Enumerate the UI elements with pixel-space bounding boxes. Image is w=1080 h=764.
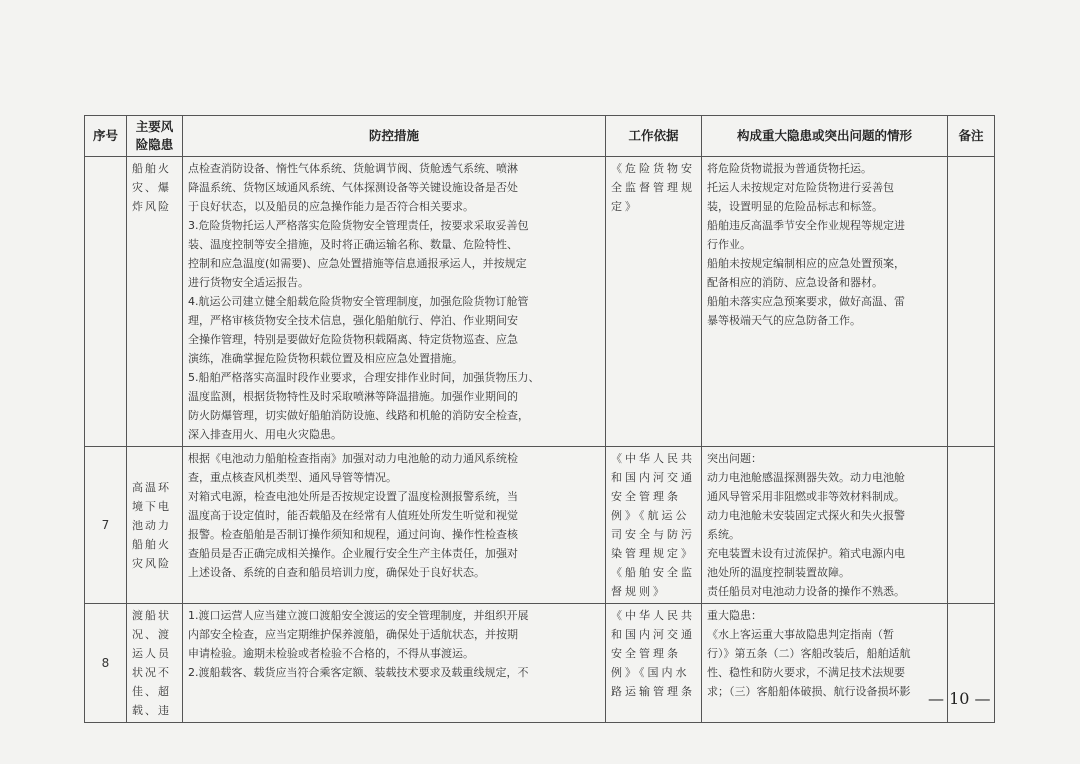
risk-cell <box>127 604 183 723</box>
measure-line: 3.危险货物托运人严格落实危险货物安全管理责任，按要求采取妥善包 <box>188 219 529 232</box>
measure-line: 对箱式电源，检查电池处所是否按规定设置了温度检测报警系统，当 <box>188 490 518 503</box>
hazard-table <box>84 115 995 723</box>
measure-line: 演练，准确掌握危险货物积载位置及相应应急处置措施。 <box>188 352 463 365</box>
case-line: 托运人未按规定对危险货物进行妥善包 <box>707 181 894 194</box>
basis-cell <box>606 447 702 604</box>
row-number: 8 <box>85 604 127 723</box>
measure-line: 4.航运公司建立健全船载危险货物安全管理制度，加强危险货物订舱管 <box>188 295 529 308</box>
cases-cell <box>702 447 948 604</box>
remark-cell <box>948 447 995 604</box>
table-row <box>85 447 995 604</box>
table-row <box>85 604 995 723</box>
risk-cell <box>127 447 183 604</box>
table-row <box>85 157 995 447</box>
case-line: 装，设置明显的危险品标志和标签。 <box>707 200 883 213</box>
measures-cell <box>183 447 606 604</box>
header-cases: 构成重大隐患或突出问题的情形 <box>702 116 948 157</box>
measure-line: 报警。检查船舶是否制订操作须知和规程，通过问询、操作性检查核 <box>188 528 518 541</box>
measure-line: 理，严格审核货物安全技术信息，强化船舶航行、停泊、作业期间安 <box>188 314 518 327</box>
measures-cell <box>183 604 606 723</box>
case-line: 突出问题： <box>707 452 762 465</box>
case-line: 责任船员对电池动力设备的操作不熟悉。 <box>707 585 905 598</box>
case-line: 船舶违反高温季节安全作业规程等规定进 <box>707 219 905 232</box>
case-line: 通风导管采用非阻燃或非等效材料制成。 <box>707 490 905 503</box>
table-header-row <box>85 116 995 157</box>
measures-cell <box>183 157 606 447</box>
measure-line: 查，重点核查风机类型、通风导管等情况。 <box>188 471 397 484</box>
case-line: 动力电池舱未安装固定式探火和失火报警 <box>707 509 905 522</box>
risk-text: 船舶火灾、爆炸风险 <box>132 162 171 213</box>
header-risk: 主要风险隐患 <box>127 116 183 157</box>
risk-cell <box>127 157 183 447</box>
case-line: 船舶未落实应急预案要求，做好高温、雷 <box>707 295 905 308</box>
row-number: 7 <box>85 447 127 604</box>
case-line: 配备相应的消防、应急设备和器材。 <box>707 276 883 289</box>
case-line: 行）》第五条（二）客船改装后，船舶适航 <box>707 647 911 660</box>
header-measures: 防控措施 <box>183 116 606 157</box>
measure-line: 降温系统、货物区域通风系统、气体探测设备等关键设施设备是否处 <box>188 181 518 194</box>
case-line: 《水上客运重大事故隐患判定指南（暂 <box>707 628 894 641</box>
measure-line: 温度高于设定值时，能否载船及在经常有人值班处所发生听觉和视觉 <box>188 509 518 522</box>
row-number <box>85 157 127 447</box>
measure-line: 1.渡口运营人应当建立渡口渡船安全渡运的安全管理制度，并组织开展 <box>188 609 529 622</box>
measure-line: 防火防爆管理，切实做好船舶消防设施、线路和机舱的消防安全检查， <box>188 409 529 422</box>
measure-line: 温度监测，根据货物特性及时采取喷淋等降温措施。加强作业期间的 <box>188 390 518 403</box>
measure-line: 装、温度控制等安全措施，及时将正确运输名称、数量、危险特性、 <box>188 238 518 251</box>
case-line: 求；（三）客船船体破损、航行设备损坏影 <box>707 685 911 698</box>
case-line: 重大隐患： <box>707 609 762 622</box>
case-line: 性、稳性和防火要求，不满足技术法规要 <box>707 666 905 679</box>
remark-cell <box>948 157 995 447</box>
cases-cell <box>702 157 948 447</box>
measure-line: 内部安全检查，应当定期维护保养渡船，确保处于适航状态，并按期 <box>188 628 518 641</box>
measure-line: 2.渡船载客、载货应当符合乘客定额、装载技术要求及载重线规定，不 <box>188 666 529 679</box>
basis-text: 《中华人民共和国内河交通安全管理条例》《国内水路运输管理条 <box>611 609 695 698</box>
measure-line: 5.船舶严格落实高温时段作业要求，合理安排作业时间，加强货物压力、 <box>188 371 540 384</box>
basis-cell <box>606 604 702 723</box>
header-no: 序号 <box>85 116 127 157</box>
measure-line: 进行货物安全适运报告。 <box>188 276 309 289</box>
measure-line: 控制和应急温度(如需要)、应急处置措施等信息通报承运人，并按规定 <box>188 257 527 270</box>
basis-cell <box>606 157 702 447</box>
measure-line: 根据《电池动力船舶检查指南》加强对动力电池舱的动力通风系统检 <box>188 452 518 465</box>
risk-text: 高温环境下电池动力船舶火灾风险 <box>132 480 171 570</box>
case-line: 系统。 <box>707 528 740 541</box>
measure-line: 申请检验。逾期未检验或者检验不合格的，不得从事渡运。 <box>188 647 474 660</box>
cases-cell <box>702 604 948 723</box>
case-line: 充电装置未设有过流保护。箱式电源内电 <box>707 547 905 560</box>
header-basis: 工作依据 <box>606 116 702 157</box>
case-line: 将危险货物谎报为普通货物托运。 <box>707 162 872 175</box>
case-line: 行作业。 <box>707 238 751 251</box>
header-remark: 备注 <box>948 116 995 157</box>
case-line: 暴等极端天气的应急防备工作。 <box>707 314 861 327</box>
case-line: 池处所的温度控制装置故障。 <box>707 566 850 579</box>
basis-text: 《危险货物安全监督管理规定》 <box>611 162 695 213</box>
measure-line: 于良好状态，以及船员的应急操作能力是否符合相关要求。 <box>188 200 474 213</box>
measure-line: 点检查消防设备、惰性气体系统、货舱调节阀、货舱透气系统、喷淋 <box>188 162 518 175</box>
page-number: — 10 — <box>928 689 991 708</box>
case-line: 动力电池舱感温探测器失效。动力电池舱 <box>707 471 905 484</box>
case-line: 船舶未按规定编制相应的应急处置预案， <box>707 257 905 270</box>
measure-line: 查船员是否正确完成相关操作。企业履行安全生产主体责任，加强对 <box>188 547 518 560</box>
risk-text: 渡船状况、渡运人员状况不佳、超载、违 <box>132 609 171 717</box>
basis-text: 《中华人民共和国内河交通安全管理条例》《航运公司安全与防污染管理规定》《船舶安全监督规则》 <box>611 452 695 598</box>
measure-line: 深入排查用火、用电火灾隐患。 <box>188 428 342 441</box>
measure-line: 全操作管理，特别是要做好危险货物积载隔离、特定货物巡查、应急 <box>188 333 518 346</box>
measure-line: 上述设备、系统的自查和船员培训力度，确保处于良好状态。 <box>188 566 485 579</box>
